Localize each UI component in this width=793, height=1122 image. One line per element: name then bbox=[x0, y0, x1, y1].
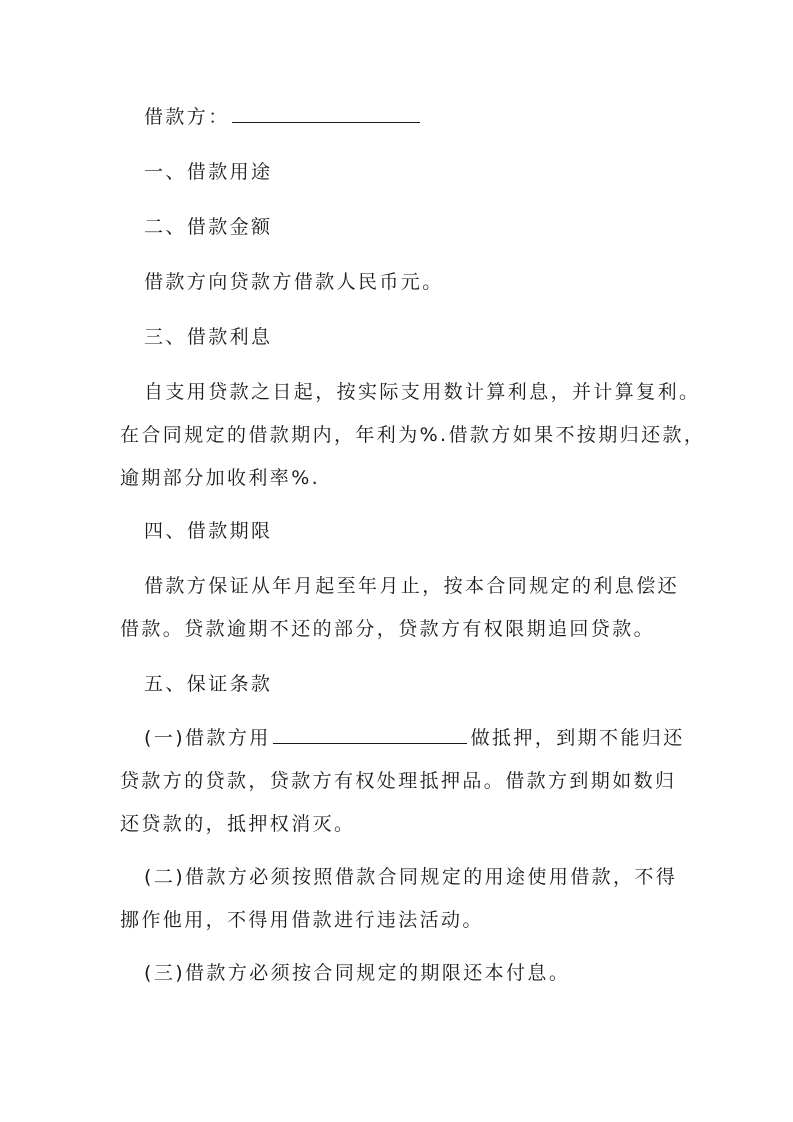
clause1-line-1 bbox=[144, 725, 704, 751]
borrower-blank[interactable] bbox=[232, 104, 420, 123]
clause1-line-2: 贷款方的贷款，贷款方有权处理抵押品。借款方到期如数归 bbox=[120, 770, 677, 792]
clause2-line-1: (二)借款方必须按照借款合同规定的用途使用借款，不得 bbox=[144, 866, 678, 888]
section4-line-2: 借款。贷款逾期不还的部分，贷款方有权限期追回贷款。 bbox=[120, 618, 656, 640]
clause1-line-3: 还贷款的，抵押权消灭。 bbox=[120, 813, 356, 835]
clause1-suffix: 做抵押，到期不能归还 bbox=[470, 727, 685, 749]
borrower-line bbox=[144, 104, 704, 130]
section3-heading: 三、借款利息 bbox=[144, 326, 273, 348]
section2-text: 借款方向贷款方借款人民币元。 bbox=[144, 271, 444, 293]
section1-heading: 一、借款用途 bbox=[144, 161, 273, 183]
section3-line-1: 自支用贷款之日起，按实际支用数计算利息，并计算复利。 bbox=[144, 381, 701, 403]
section2-heading: 二、借款金额 bbox=[144, 216, 273, 238]
clause1-prefix: (一)借款方用 bbox=[144, 727, 271, 749]
section4-line-1: 借款方保证从年月起至年月止，按本合同规定的利息偿还 bbox=[144, 575, 680, 597]
section4-heading: 四、借款期限 bbox=[144, 520, 273, 542]
section5-heading: 五、保证条款 bbox=[144, 673, 273, 695]
collateral-blank[interactable] bbox=[273, 725, 467, 744]
section3-line-3: 逾期部分加收利率%. bbox=[120, 467, 321, 489]
clause3-line: (三)借款方必须按合同规定的期限还本付息。 bbox=[144, 962, 571, 984]
clause2-line-2: 挪作他用，不得用借款进行违法活动。 bbox=[120, 909, 484, 931]
borrower-label: 借款方： bbox=[144, 106, 230, 128]
section3-line-2: 在合同规定的借款期内，年利为%.借款方如果不按期归还款， bbox=[120, 424, 706, 446]
